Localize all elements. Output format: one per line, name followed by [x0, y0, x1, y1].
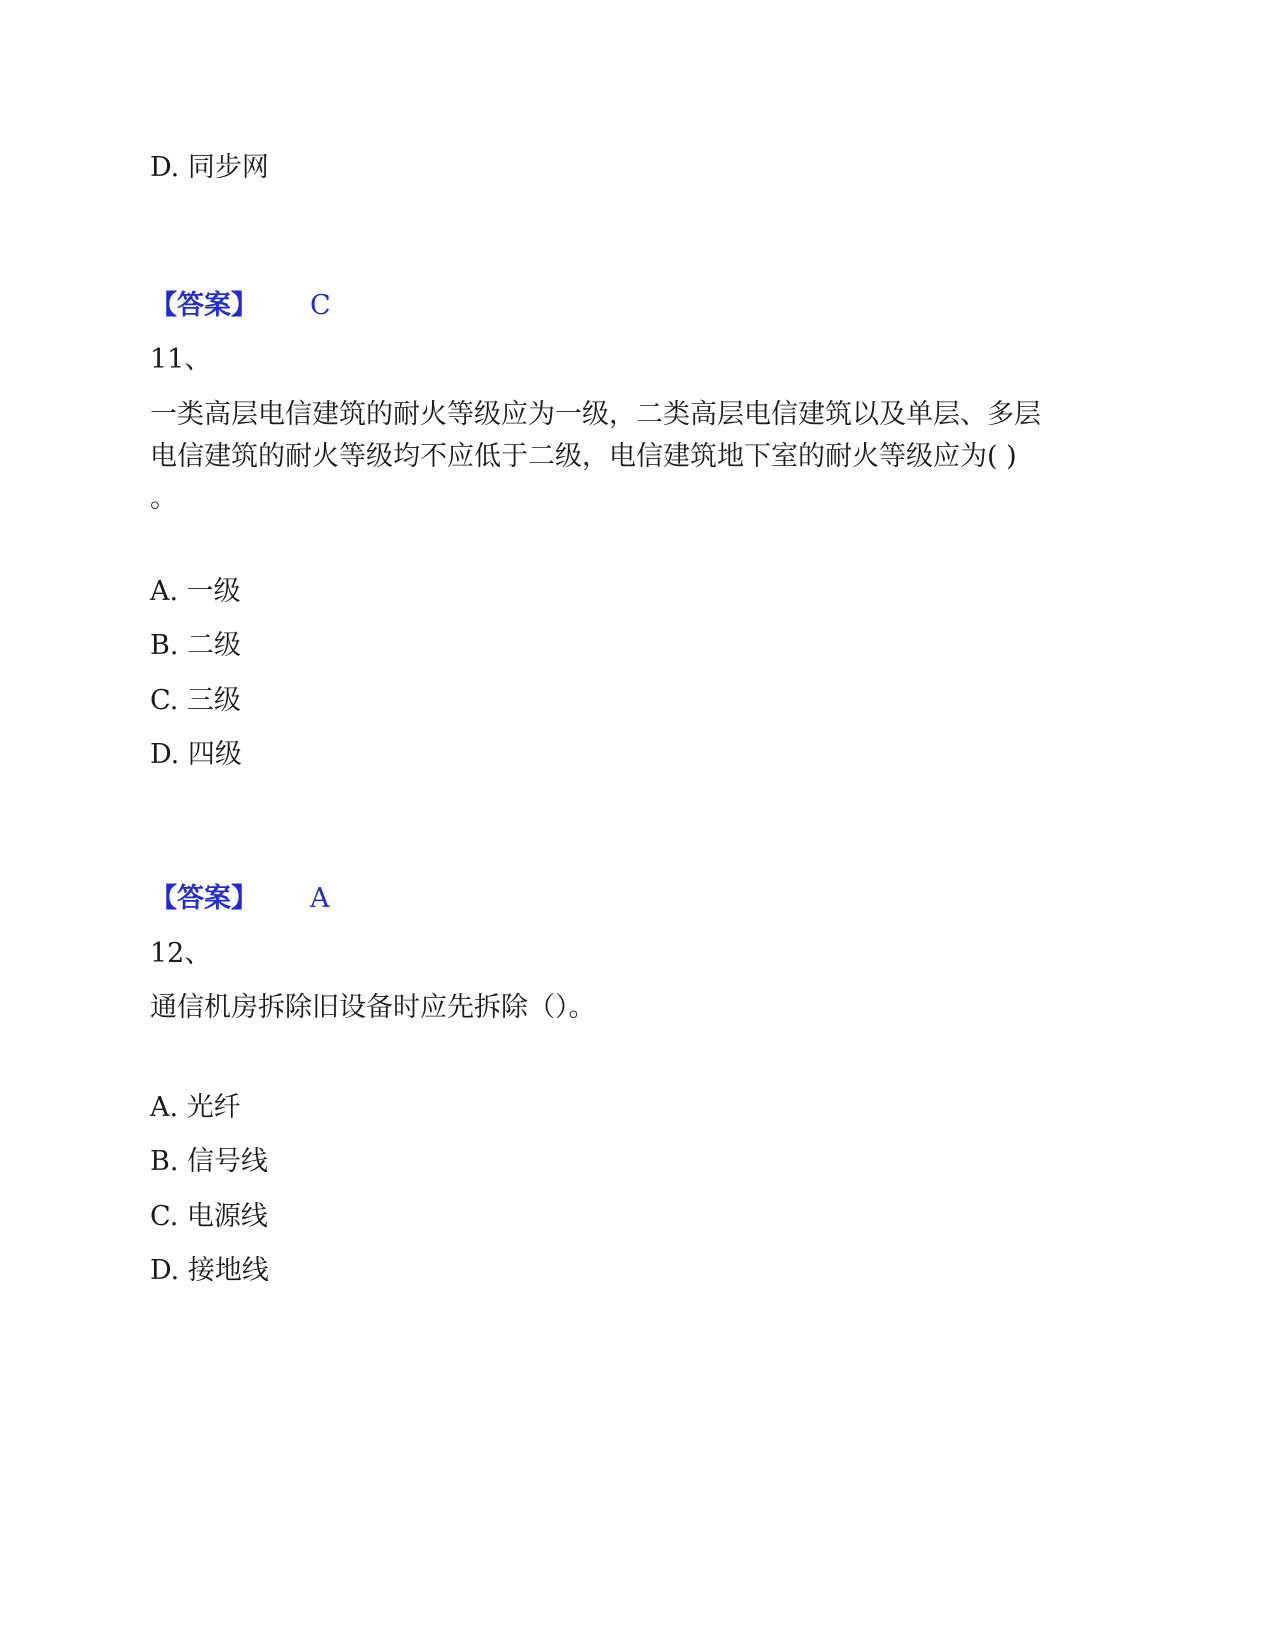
answer-label: 【答案】	[150, 290, 258, 321]
answer-value: A	[310, 883, 330, 914]
option-b: B. 信号线	[150, 1146, 269, 1177]
question-number: 11、	[150, 344, 212, 375]
answer-row	[150, 879, 330, 919]
option-a: A. 光纤	[150, 1092, 241, 1123]
option-c: C. 电源线	[150, 1201, 268, 1232]
option-d: D. 接地线	[150, 1255, 269, 1286]
option-c: C. 三级	[150, 685, 241, 716]
option-a: A. 一级	[150, 576, 241, 607]
question-text: 通信机房拆除旧设备时应先拆除（）。	[150, 992, 596, 1023]
option-d: D. 同步网	[150, 152, 269, 183]
question-text	[150, 394, 1110, 520]
answer-row	[150, 286, 331, 326]
question-text-line: 。	[150, 483, 177, 514]
answer-value: C	[310, 290, 331, 321]
answer-label: 【答案】	[150, 883, 258, 914]
question-text-line: 一类高层电信建筑的耐火等级应为一级，二类高层电信建筑以及单层、多层	[150, 399, 1041, 430]
option-d: D. 四级	[150, 739, 242, 770]
option-b: B. 二级	[150, 630, 242, 661]
question-number: 12、	[150, 938, 212, 969]
question-text-line: 电信建筑的耐火等级均不应低于二级，电信建筑地下室的耐火等级应为( )	[150, 441, 1017, 472]
